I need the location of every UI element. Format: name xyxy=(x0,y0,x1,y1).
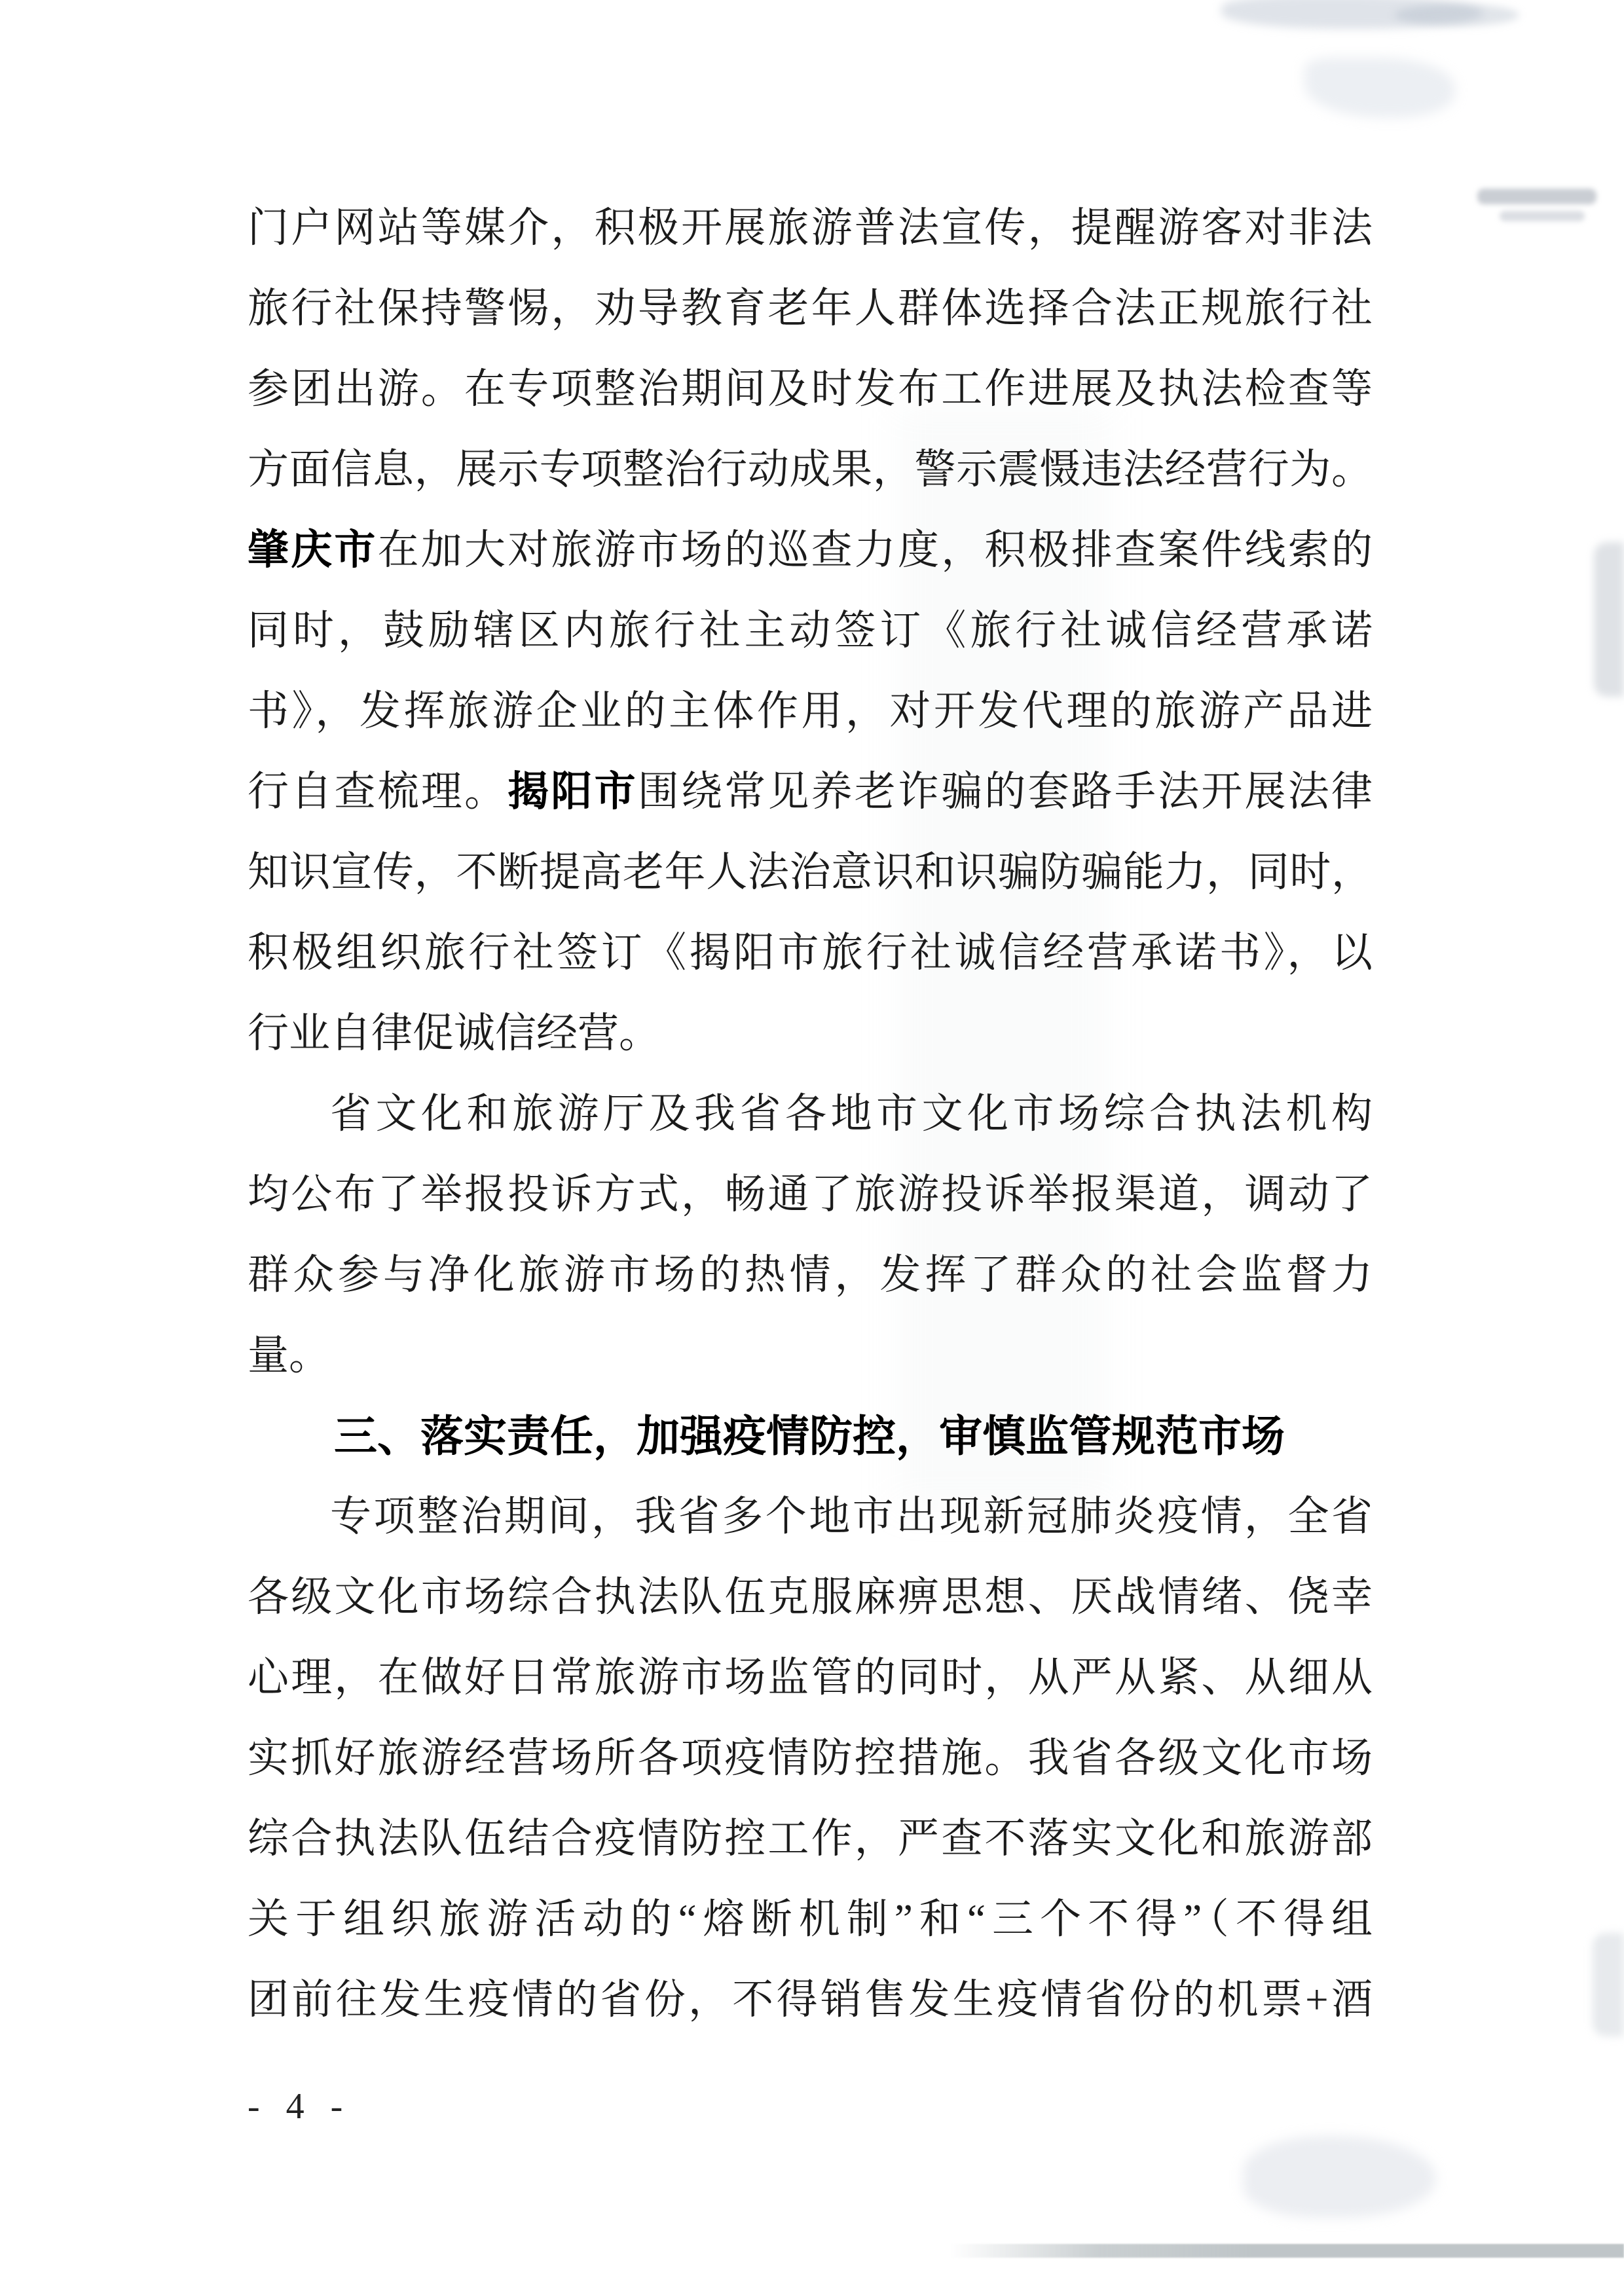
scan-artifact-dash-cluster-2 xyxy=(1500,211,1585,221)
bold-text-run: 三、落实责任，加强疫情防控，审慎监管规范市场 xyxy=(334,1412,1285,1460)
bold-text-run: 揭阳市 xyxy=(507,769,638,815)
text-line xyxy=(248,1718,1373,1799)
text-line xyxy=(248,1154,1373,1235)
text-line xyxy=(248,1235,1373,1315)
text-line xyxy=(248,913,1373,993)
text-line xyxy=(248,349,1373,430)
text-run: 群众参与净化旅游市场的热情，发挥了群众的社会监督力 xyxy=(248,1252,1373,1298)
text-line xyxy=(248,1477,1373,1557)
text-line xyxy=(248,1960,1373,2040)
text-run: 在加大对旅游市场的巡查力度，积极排查案件线索的 xyxy=(377,527,1373,573)
page-footer xyxy=(248,2084,346,2129)
text-run: 方面信息，展示专项整治行动成果，警示震慑违法经营行为。 xyxy=(248,447,1373,492)
text-run: 均公布了举报投诉方式，畅通了旅游投诉举报渠道，调动了 xyxy=(248,1171,1373,1217)
scan-artifact-dash-cluster xyxy=(1477,189,1596,204)
text-run: 书》，发挥旅游企业的主体作用，对开发代理的旅游产品进 xyxy=(248,688,1373,734)
text-line xyxy=(248,1315,1373,1396)
scan-artifact-top-band xyxy=(1221,0,1483,29)
text-run: 专项整治期间，我省多个地市出现新冠肺炎疫情，全省 xyxy=(330,1494,1373,1539)
text-run: 行自查梳理。 xyxy=(248,769,508,815)
text-run: 各级文化市场综合执法队伍克服麻痹思想、厌战情绪、侥幸 xyxy=(248,1574,1373,1620)
text-run: 积极组织旅行社签订《揭阳市旅行社诚信经营承诺书》，以 xyxy=(248,930,1373,976)
text-line xyxy=(248,752,1373,832)
text-line xyxy=(248,1074,1373,1154)
bold-text-run: 肇庆市 xyxy=(248,527,378,573)
scan-artifact-top-band-2 xyxy=(1395,4,1519,26)
text-line xyxy=(248,430,1373,510)
text-run: 围绕常见养老诈骗的套路手法开展法律 xyxy=(637,769,1373,815)
text-run: 知识宣传，不断提高老年人法治意识和识骗防骗能力，同时， xyxy=(248,849,1373,895)
text-line xyxy=(248,832,1373,913)
text-line xyxy=(248,1799,1373,1879)
scan-artifact-right-smudge-2 xyxy=(1593,1933,1624,2036)
page-number: - 4 - xyxy=(248,2086,347,2127)
text-line xyxy=(248,671,1373,752)
text-line xyxy=(248,591,1373,671)
text-run: 综合执法队伍结合疫情防控工作，严查不落实文化和旅游部 xyxy=(248,1816,1373,1862)
text-line xyxy=(248,1638,1373,1718)
text-line xyxy=(248,993,1373,1074)
text-run: 行业自律促诚信经营。 xyxy=(248,1010,660,1056)
text-run: 参团出游。在专项整治期间及时发布工作进展及执法检查等 xyxy=(248,366,1373,412)
text-run: 旅行社保持警惕，劝导教育老年人群体选择合法正规旅行社 xyxy=(248,285,1373,331)
section-heading xyxy=(248,1396,1373,1477)
text-run: 门户网站等媒介，积极开展旅游普法宣传，提醒游客对非法 xyxy=(248,205,1373,251)
text-run: 心理，在做好日常旅游市场监管的同时，从严从紧、从细从 xyxy=(248,1655,1373,1700)
scan-artifact-right-smudge xyxy=(1594,542,1624,697)
text-run: 量。 xyxy=(248,1332,330,1378)
text-line xyxy=(248,1879,1373,1960)
text-run: 关于组织旅游活动的“熔断机制”和“三个不得”（不得组 xyxy=(248,1896,1373,1942)
text-line xyxy=(248,510,1373,591)
document-body xyxy=(248,188,1373,2040)
scan-artifact-bottom-noise xyxy=(1243,2136,1436,2218)
text-run: 省文化和旅游厅及我省各地市文化市场综合执法机构 xyxy=(330,1091,1373,1137)
scan-artifact-top-block xyxy=(1304,58,1455,118)
text-run: 团前往发生疫情的省份，不得销售发生疫情省份的机票+酒 xyxy=(248,1977,1373,2023)
text-run: 同时，鼓励辖区内旅行社主动签订《旅行社诚信经营承诺 xyxy=(248,608,1373,653)
text-line xyxy=(248,188,1373,268)
text-run: 实抓好旅游经营场所各项疫情防控措施。我省各级文化市场 xyxy=(248,1735,1373,1781)
text-line xyxy=(248,1557,1373,1638)
text-line xyxy=(248,268,1373,349)
scan-artifact-bottom-bar xyxy=(950,2244,1624,2258)
